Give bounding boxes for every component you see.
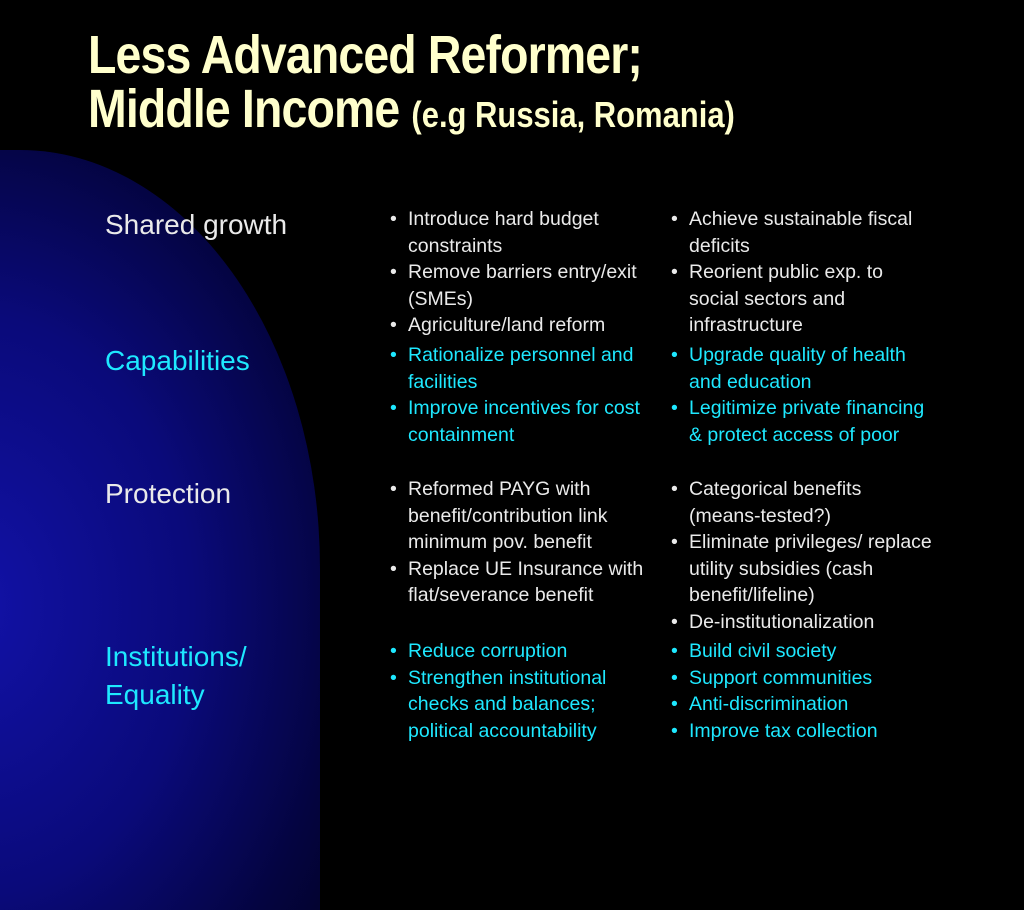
list-item: • Upgrade quality of health and education [665, 342, 935, 395]
shared-growth-col2 [665, 206, 935, 339]
list-item: • Support communities [665, 665, 935, 692]
section-label-protection: Protection [105, 478, 232, 509]
capabilities-col2 [665, 342, 935, 448]
section-label-capabilities: Capabilities [105, 345, 250, 376]
list-item: • Reorient public exp. to social sectors and infrastructure [665, 259, 935, 339]
list-item: • Legitimize private financing & protect access of poor [665, 395, 935, 448]
list-item: • Replace UE Insurance with flat/severance benefit [384, 556, 654, 609]
list-item: • Agriculture/land reform [384, 312, 654, 339]
section-label-shared-growth: Shared growth [105, 209, 288, 240]
institutions-col1 [384, 638, 654, 744]
list-item: • Build civil society [665, 638, 935, 665]
shared-growth-col1 [384, 206, 654, 339]
list-item: • Achieve sustainable fiscal deficits [665, 206, 935, 259]
protection-col2 [665, 476, 935, 635]
list-item: • Strengthen institutional checks and balances; political accountability [384, 665, 654, 745]
protection-col1 [384, 476, 654, 609]
capabilities-col1 [384, 342, 654, 448]
institutions-col2 [665, 638, 935, 744]
section-label-institutions-equality: Institutions/ Equality [105, 641, 247, 710]
list-item: • Improve tax collection [665, 718, 935, 745]
slide-title [88, 25, 735, 142]
title-line-1: Less Advanced Reformer; [88, 25, 643, 85]
title-subtitle: (e.g Russia, Romania) [411, 94, 735, 135]
list-item: • Eliminate privileges/ replace utility subsidies (cash benefit/lifeline) [665, 529, 935, 609]
list-item: • Introduce hard budget constraints [384, 206, 654, 259]
list-item: • Improve incentives for cost containment [384, 395, 654, 448]
list-item: • De-institutionalization [665, 609, 935, 636]
list-item: • Reformed PAYG with benefit/contribution link minimum pov. benefit [384, 476, 654, 556]
list-item: • Rationalize personnel and facilities [384, 342, 654, 395]
background-blue-shape [0, 150, 320, 910]
list-item: • Remove barriers entry/exit (SMEs) [384, 259, 654, 312]
list-item: • Categorical benefits (means-tested?) [665, 476, 935, 529]
list-item: • Anti-discrimination [665, 691, 935, 718]
list-item: • Reduce corruption [384, 638, 654, 665]
title-line-2: Middle Income [88, 79, 400, 139]
